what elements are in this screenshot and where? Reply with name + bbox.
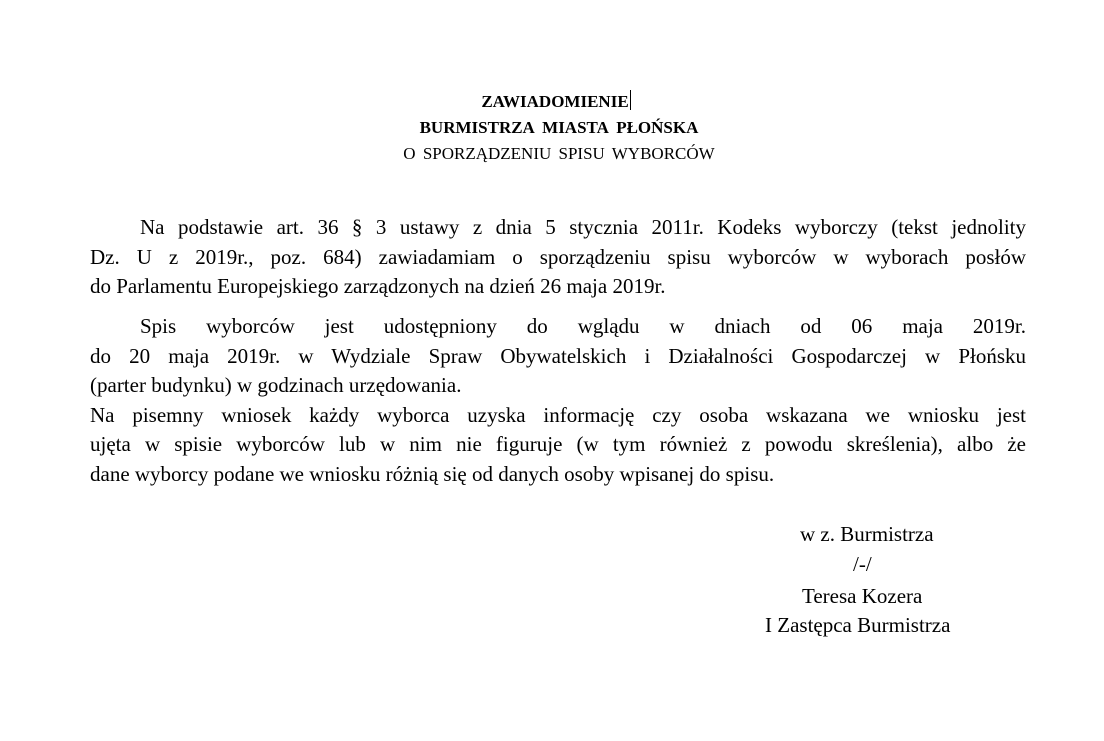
signature-name: Teresa Kozera [802, 584, 923, 608]
document-title [0, 89, 1104, 115]
paragraph-line: Dz. U z 2019r., poz. 684) zawiadamiam o sporządzeniu spisu wyborców w wyborach posłów [90, 244, 1026, 269]
paragraph-availability [90, 312, 1026, 489]
paragraph-line: dane wyborcy podane we wniosku różnią się od danych osoby wpisanej do spisu. [90, 461, 775, 486]
document-subject: O SPORZĄDZENIU SPISU WYBORCÓW [403, 144, 715, 163]
signature-position: I Zastępca Burmistrza [765, 613, 951, 637]
paragraph-line: Spis wyborców jest udostępniony do wglądu w dniach od 06 maja 2019r. [140, 314, 1026, 338]
signature-on-behalf: w z. Burmistrza [800, 522, 934, 546]
paragraph-line: Na pisemny wniosek każdy wyborca uzyska informację czy osoba wskazana we wniosku jest [90, 402, 1026, 427]
paragraph-legal-basis [90, 213, 1026, 302]
signature-mark: /-/ [853, 552, 872, 576]
text-cursor [630, 90, 631, 110]
document-title-text: ZAWIADOMIENIE [481, 92, 629, 111]
paragraph-line: Na podstawie art. 36 § 3 ustawy z dnia 5 stycznia 2011r. Kodeks wyborczy (tekst jednolity [140, 215, 1026, 239]
paragraph-line: ujęta w spisie wyborców lub w nim nie figuruje (w tym również z powodu skreślenia), albo że [90, 432, 1026, 456]
paragraph-line: do 20 maja 2019r. w Wydziale Spraw Obywatelskich i Działalności Gospodarczej w Płońsku [90, 343, 1026, 368]
paragraph-line: (parter budynku) w godzinach urzędowania. [90, 373, 462, 397]
document-issuer: BURMISTRZA MIASTA PŁOŃSKA [419, 118, 699, 137]
paragraph-line: do Parlamentu Europejskiego zarządzonych na dzień 26 maja 2019r. [90, 274, 666, 298]
